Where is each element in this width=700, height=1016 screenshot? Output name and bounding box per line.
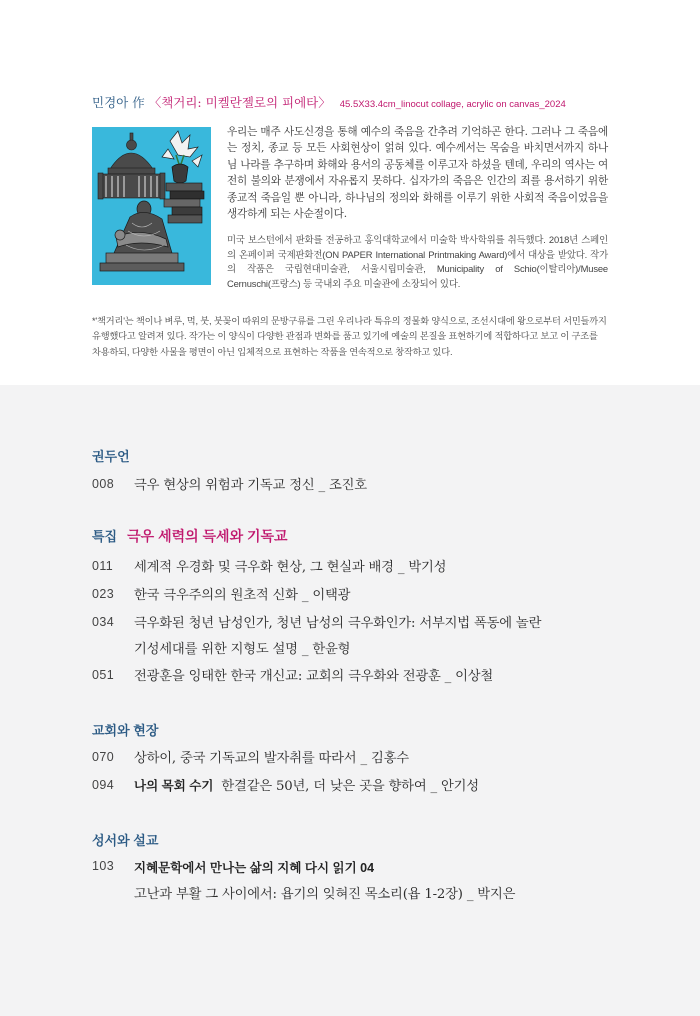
chaekgeori-note: *'책거리'는 책이나 벼루, 먹, 붓, 붓꽂이 따위의 문방구류를 그린 우리나라 특유의 정물화 양식으로, 조선시대에 왕으로부터 서민들까지 유행했다고 알려져 있다. 작가는 이 양식이 다양한 관점과 변화를 품고 있기에 예술의 본질을 표현하기에 적합하다고 보고 이 구조를 차용하되, 다양한 사물을 평면이 아닌 입체적으로 표현하는 작품을 연속적으로 창작하고 있다. <box>92 316 607 357</box>
toc-entry-continued[interactable] <box>92 883 612 903</box>
page-number: 034 <box>92 615 115 629</box>
toc-entry[interactable] <box>92 612 612 632</box>
artist-name: 민경아 作 <box>92 95 145 110</box>
artwork-title: 〈책거리: 미켈란젤로의 피에타〉 <box>148 95 331 110</box>
artwork-description: 우리는 매주 사도신경을 통해 예수의 죽음을 간추려 기억하곤 한다. 그러나 그 죽음에는 정치, 종교 등 모든 사회현상이 얽혀 있다. 예수께서는 목숨을 바치면서까지 하나님 나라를 추구하며 화해와 용서의 공동체를 이루고자 하셨을 텐데, 우리의 역사는 여전히 불의와 분쟁에서 자유롭지 못하다. 십자가의 죽음은 인간의 죄를 용서하기 위한 종교적 죽음일 뿐 아니라, 하나님의 정의와 화해를 이루기 위한 사회적 죽음이었음을 생각하게 되는 사순절이다. <box>227 126 608 221</box>
section-label-scripture: 성서와 설교 <box>92 833 159 848</box>
page-number: 011 <box>92 559 114 573</box>
entry-title: 한국 극우주의의 원초적 신화 _ 이택광 <box>134 588 351 603</box>
entry-title: 고난과 부활 그 사이에서: 욥기의 잊혀진 목소리(욥 1-2장) _ 박지은 <box>134 887 516 902</box>
entry-title: 한결같은 50년, 더 낮은 곳을 향하여 _ 안기성 <box>221 779 479 794</box>
entry-title-line2: 기성세대를 위한 지형도 설명 _ 한윤형 <box>134 642 351 657</box>
pieta-artwork-image <box>92 127 211 285</box>
page-number: 008 <box>92 477 115 491</box>
section-label-church: 교회와 현장 <box>92 723 159 738</box>
toc-entry[interactable] <box>92 556 612 576</box>
entry-title: 상하이, 중국 기독교의 발자취를 따라서 _ 김홍수 <box>134 751 409 766</box>
toc-entry[interactable] <box>92 474 612 494</box>
artist-bio: 미국 보스턴에서 판화를 전공하고 홍익대학교에서 미술학 박사학위를 취득했다. 2018년 스페인의 온페이퍼 국제판화전(ON PAPER International Printmaking Award)에서 대상을 받았다. 작가의 작품은 국립현대미술관, 서울시립미술관, Municipality of Schio(이탈리아)/Musee Cernuschi(프랑스) 등 국내외 주요 미술관에 소장되어 있다. <box>227 234 608 289</box>
toc-entry[interactable] <box>92 584 612 604</box>
artwork-section <box>0 0 700 385</box>
page-number: 103 <box>92 859 115 873</box>
toc-entry[interactable] <box>92 856 612 876</box>
toc-entry[interactable] <box>92 747 612 767</box>
toc-entry[interactable] <box>92 775 612 795</box>
entry-title: 전광훈을 잉태한 한국 개신교: 교회의 극우화와 전광훈 _ 이상철 <box>134 669 494 684</box>
entry-title: 세계적 우경화 및 극우화 현상, 그 현실과 배경 _ 박기성 <box>134 560 447 575</box>
artwork-meta: 45.5X33.4cm_linocut collage, acrylic on canvas_2024 <box>339 99 566 110</box>
page-number: 094 <box>92 778 115 792</box>
series-name: 지혜문학에서 만나는 삶의 지혜 다시 읽기 04 <box>134 861 375 875</box>
section-label-feature <box>92 526 288 546</box>
feature-label: 특집 <box>92 529 118 544</box>
artwork-caption <box>92 93 566 111</box>
entry-text <box>134 775 479 794</box>
section-label-editorial: 권두언 <box>92 449 130 464</box>
page-number: 070 <box>92 750 115 764</box>
page-number: 051 <box>92 668 115 682</box>
entry-title: 극우 현상의 위험과 기독교 정신 _ 조진호 <box>134 478 367 493</box>
page-number: 023 <box>92 587 115 601</box>
feature-title: 극우 세력의 득세와 기독교 <box>127 528 288 544</box>
toc-entry[interactable] <box>92 665 612 685</box>
entry-title: 극우화된 청년 남성인가, 청년 남성의 극우화인가: 서부지법 폭동에 놀란 <box>134 616 542 631</box>
toc-entry-continued[interactable] <box>92 638 612 658</box>
series-name: 나의 목회 수기 <box>134 779 214 793</box>
